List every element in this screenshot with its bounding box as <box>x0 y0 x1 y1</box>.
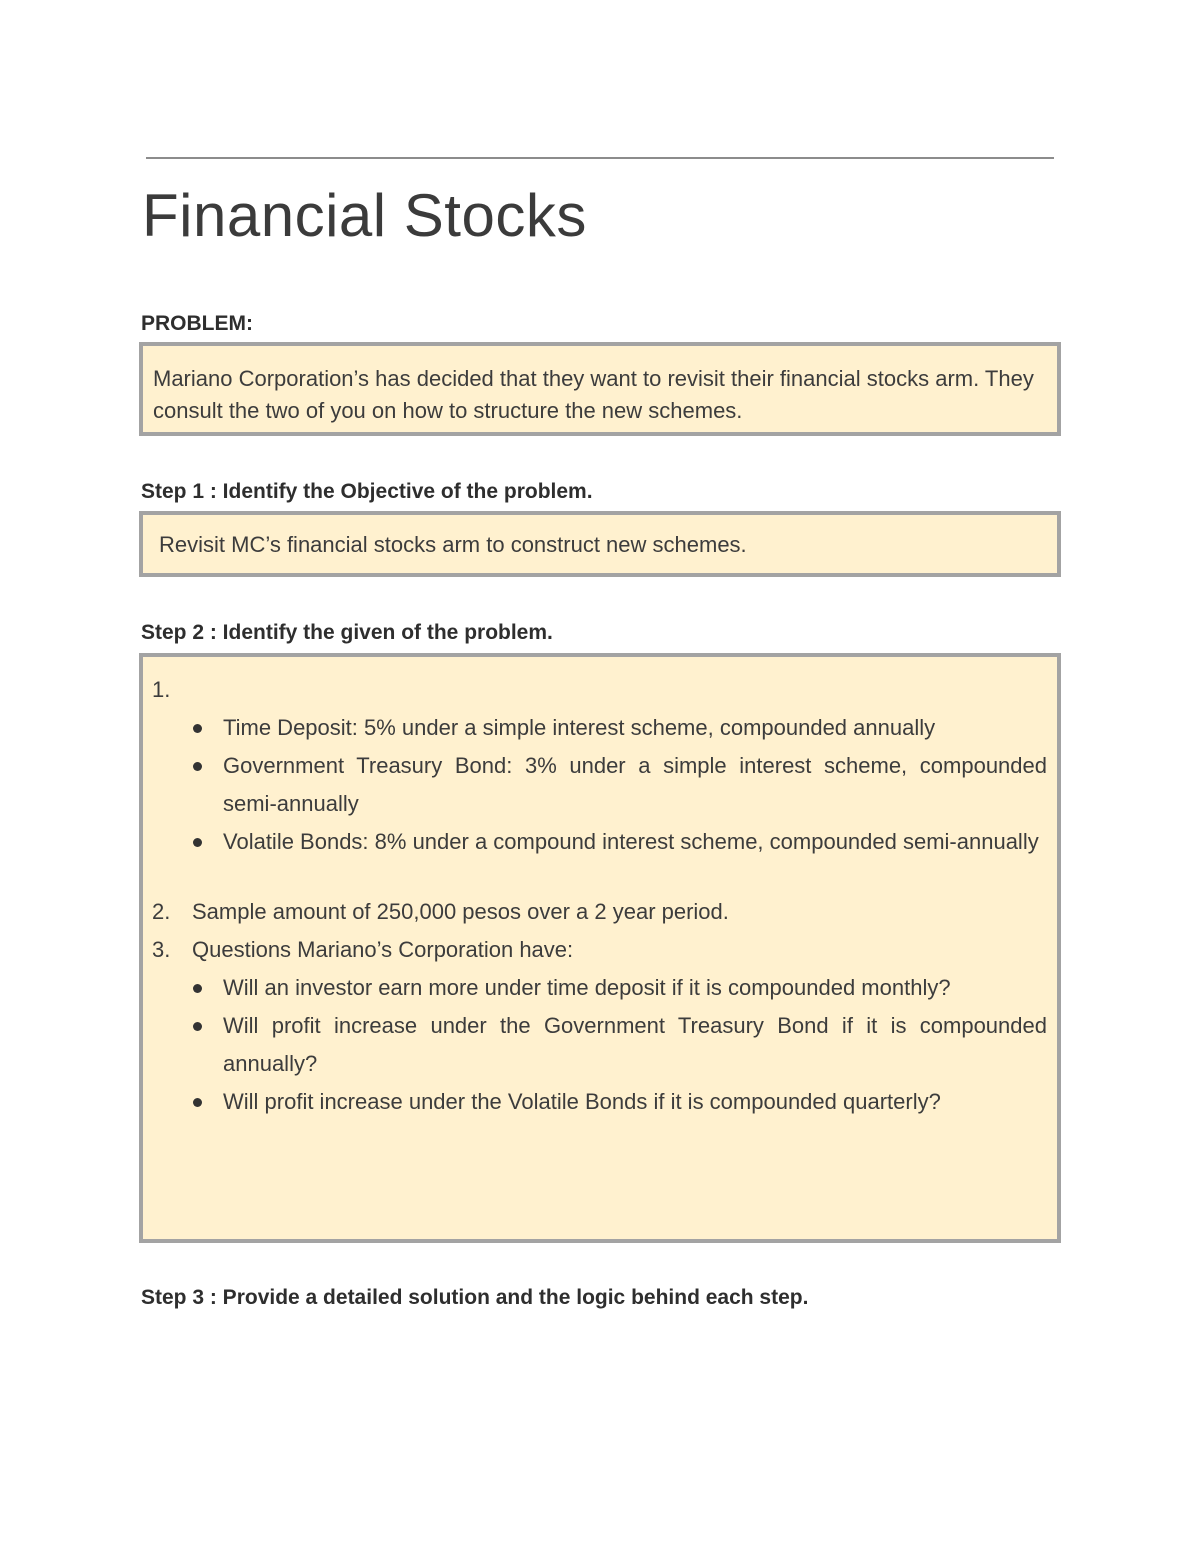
item-number: 2. <box>152 899 171 924</box>
questions-heading: Questions Mariano’s Corporation have: <box>192 937 574 962</box>
list-item <box>190 709 1047 747</box>
step1-label: Step 1 : Identify the Objective of the problem. <box>141 480 593 503</box>
bullet-icon <box>190 709 223 747</box>
objective-text: Revisit MC’s financial stocks arm to construct new schemes. <box>159 532 747 557</box>
rate-time-deposit: Time Deposit: 5% under a simple interest scheme, compounded annually <box>223 715 936 740</box>
step3-label: Step 3 : Provide a detailed solution and the logic behind each step. <box>141 1286 809 1309</box>
title-rule <box>146 157 1054 159</box>
sample-amount-text: Sample amount of 250,000 pesos over a 2 year period. <box>192 899 729 924</box>
page-title: Financial Stocks <box>142 182 587 249</box>
item-number: 1. <box>152 677 171 702</box>
objective-box <box>139 511 1061 577</box>
bullet-icon <box>190 747 223 823</box>
bullet-icon <box>190 1007 223 1083</box>
list-item <box>190 1083 1047 1121</box>
list-item <box>190 969 1047 1007</box>
bullet-icon <box>190 823 223 861</box>
question-time-deposit: Will an investor earn more under time deposit if it is compounded monthly? <box>223 975 951 1000</box>
questions-list <box>152 969 1047 1121</box>
rates-list <box>152 709 1047 861</box>
step2-label: Step 2 : Identify the given of the problem. <box>141 621 553 644</box>
problem-label: PROBLEM: <box>141 312 253 335</box>
list-item <box>190 823 1047 861</box>
list-item <box>190 747 1047 823</box>
question-volatile-bonds: Will profit increase under the Volatile Bonds if it is compounded quarterly? <box>223 1089 941 1114</box>
item-number: 3. <box>152 937 171 962</box>
list-item <box>190 1007 1047 1083</box>
given-item-2 <box>152 893 1047 931</box>
bullet-icon <box>190 969 223 1007</box>
given-box <box>139 653 1061 1243</box>
given-item-1 <box>152 671 1047 709</box>
question-treasury-bond: Will profit increase under the Government Treasury Bond if it is compounded annually? <box>223 1013 1047 1076</box>
rate-treasury-bond: Government Treasury Bond: 3% under a simple interest scheme, compounded semi-annually <box>223 753 1047 816</box>
problem-text: Mariano Corporation’s has decided that they want to revisit their financial stocks arm. They consult the two of you on how to structure the new schemes. <box>153 366 1034 423</box>
given-item-3 <box>152 931 1047 969</box>
bullet-icon <box>190 1083 223 1121</box>
problem-box <box>139 342 1061 436</box>
rate-volatile-bonds: Volatile Bonds: 8% under a compound interest scheme, compounded semi-annually <box>223 829 1039 854</box>
spacer <box>152 861 1047 893</box>
